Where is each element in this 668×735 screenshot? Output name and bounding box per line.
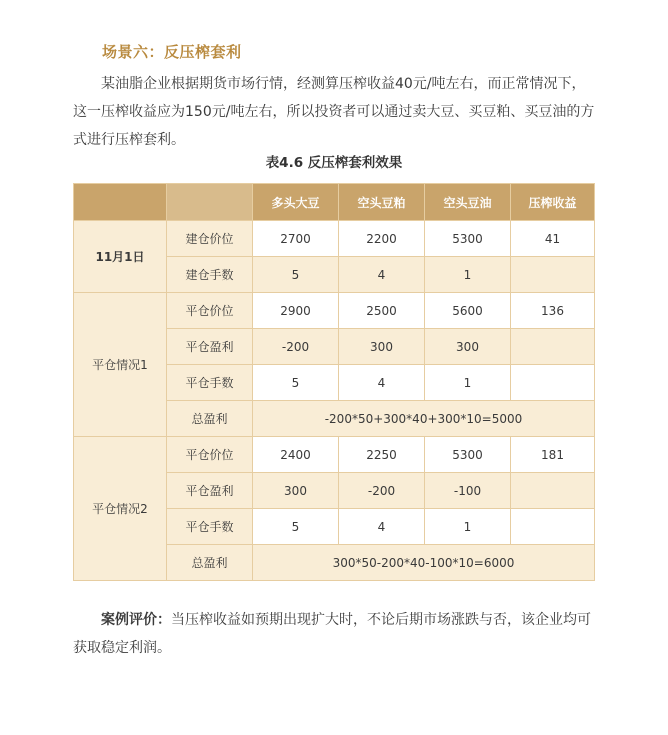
group-label: 平仓情况1 (74, 293, 167, 437)
evaluation-label: 案例评价： (101, 612, 171, 628)
table-caption: 表4.6 反压榨套利效果 (265, 155, 403, 171)
table-cell: 1 (425, 257, 511, 293)
group-label: 平仓情况2 (74, 437, 167, 581)
table-cell: 2200 (339, 221, 425, 257)
header-short-soyoil: 空头豆油 (425, 184, 511, 221)
table-cell: 181 (511, 437, 595, 473)
table-cell: 300 (339, 329, 425, 365)
row-label: 建仓手数 (167, 257, 253, 293)
table-cell: -100 (425, 473, 511, 509)
table-cell: 4 (339, 509, 425, 545)
table-row (74, 221, 595, 257)
header-short-soymeal: 空头豆粕 (339, 184, 425, 221)
table-row (74, 293, 595, 329)
table-cell: 2700 (253, 221, 339, 257)
row-label: 平仓盈利 (167, 473, 253, 509)
table-cell: 2900 (253, 293, 339, 329)
header-blank-cell (167, 184, 253, 221)
header-crush-margin: 压榨收益 (511, 184, 595, 221)
total-formula: 300*50-200*40-100*10=6000 (253, 545, 595, 581)
evaluation-text: 当压榨收益如预期出现扩大时，不论后期市场涨跌与否，该企业均可获取稳定利润。 (73, 612, 591, 656)
total-formula: -200*50+300*40+300*10=5000 (253, 401, 595, 437)
table-cell: 5 (253, 509, 339, 545)
table-cell: 5 (253, 257, 339, 293)
row-label: 平仓手数 (167, 365, 253, 401)
table-cell: 41 (511, 221, 595, 257)
table-cell: 300 (253, 473, 339, 509)
row-label: 平仓手数 (167, 509, 253, 545)
table-cell: 2400 (253, 437, 339, 473)
table-cell (511, 509, 595, 545)
table-row (74, 437, 595, 473)
section-heading: 场景六：反压榨套利 (102, 43, 242, 61)
table-header-row (74, 184, 595, 221)
table-cell: 5600 (425, 293, 511, 329)
arbitrage-table (73, 183, 595, 581)
table-cell: 300 (425, 329, 511, 365)
table-cell: -200 (339, 473, 425, 509)
table-cell: 5 (253, 365, 339, 401)
table-cell (511, 365, 595, 401)
table-cell: 4 (339, 365, 425, 401)
row-label: 平仓价位 (167, 293, 253, 329)
table-cell: 2250 (339, 437, 425, 473)
group-label: 11月1日 (74, 221, 167, 293)
total-label: 总盈利 (167, 545, 253, 581)
table-cell: 1 (425, 365, 511, 401)
row-label: 平仓价位 (167, 437, 253, 473)
table-cell: 4 (339, 257, 425, 293)
table-cell: 136 (511, 293, 595, 329)
table-cell (511, 257, 595, 293)
intro-paragraph: 某油脂企业根据期货市场行情，经测算压榨收益40元/吨左右，而正常情况下，这一压榨收益应为150元/吨左右，所以投资者可以通过卖大豆、买豆粕、买豆油的方式进行压榨套利。 (73, 76, 595, 148)
header-long-soybean: 多头大豆 (253, 184, 339, 221)
table-cell: 5300 (425, 221, 511, 257)
table-cell: -200 (253, 329, 339, 365)
table-cell: 5300 (425, 437, 511, 473)
table-cell (511, 329, 595, 365)
row-label: 建仓价位 (167, 221, 253, 257)
header-empty-cell (74, 184, 167, 221)
table-cell (511, 473, 595, 509)
total-label: 总盈利 (167, 401, 253, 437)
table-cell: 2500 (339, 293, 425, 329)
row-label: 平仓盈利 (167, 329, 253, 365)
table-cell: 1 (425, 509, 511, 545)
evaluation-paragraph (73, 606, 595, 662)
